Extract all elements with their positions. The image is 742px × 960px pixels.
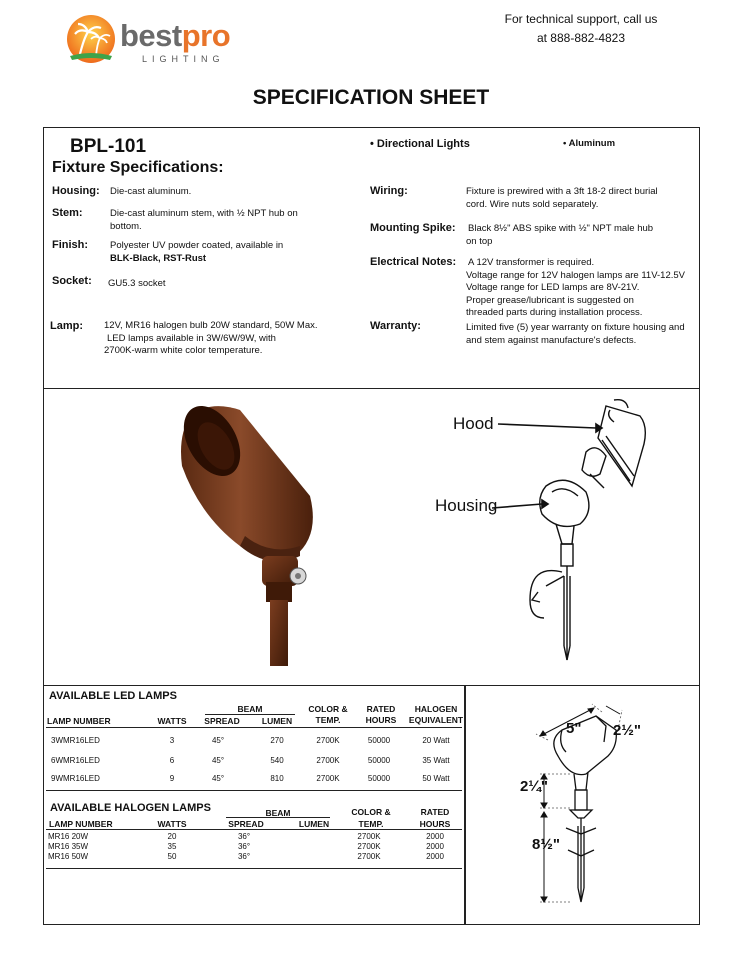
table-row: [46, 842, 464, 852]
dim-depth: 2½": [613, 722, 641, 739]
stem-value-line2: bottom.: [110, 220, 142, 232]
led-col-lamp: LAMP NUMBER: [47, 716, 111, 726]
led-color-cell: 2700K: [316, 774, 340, 783]
led-col-lumen: LUMEN: [261, 716, 293, 726]
halogen-col-rated-line1: RATED: [420, 807, 450, 817]
led-col-color-line2: TEMP.: [315, 715, 341, 725]
halogen-col-color: [344, 807, 398, 829]
halogen-hours-cell: 2000: [426, 852, 444, 861]
led-lamp-cell: 6WMR16LED: [51, 756, 100, 765]
electrical-label: Electrical Notes:: [370, 256, 457, 268]
exploded-diagram: [426, 396, 686, 672]
led-col-halogen-line2: EQUIVALENT: [408, 715, 464, 725]
stem-value-line1: Die-cast aluminum stem, with ½ NPT hub on: [110, 208, 298, 219]
halogen-header-rule: [46, 829, 462, 830]
halogen-beam-header: BEAM: [265, 808, 291, 818]
mounting-value-line2: on top: [466, 235, 493, 247]
led-hours-cell: 50000: [367, 756, 391, 765]
halogen-col-rated-line2: HOURS: [419, 819, 451, 829]
halogen-color-cell: 2700K: [357, 832, 381, 841]
led-watts-cell: 6: [169, 756, 175, 765]
brand-sub: LIGHTING: [142, 54, 225, 64]
support-line1: For technical support, call us: [504, 12, 658, 26]
lamp-label: Lamp:: [50, 320, 83, 332]
fixture-heading: Fixture Specifications:: [52, 159, 224, 176]
halogen-bottom-rule: [46, 868, 462, 869]
led-bottom-rule: [46, 790, 462, 791]
table-row: [46, 774, 464, 786]
table-row: [46, 852, 464, 862]
support-info: [481, 10, 681, 48]
wiring-label: Wiring:: [370, 185, 408, 197]
lamp-value-line1: 12V, MR16 halogen bulb 20W standard, 50W Max.: [104, 320, 318, 331]
housing-diagram-label: Housing: [435, 496, 498, 515]
warranty-value: [466, 322, 685, 347]
halogen-watts-cell: 35: [167, 842, 177, 851]
halogen-color-cell: 2700K: [357, 852, 381, 861]
halogen-col-spread: SPREAD: [228, 819, 264, 829]
halogen-col-color-line2: TEMP.: [358, 819, 384, 829]
finish-label: Finish:: [52, 239, 89, 251]
mounting-label: Mounting Spike:: [370, 222, 456, 234]
halogen-hours-cell: 2000: [426, 842, 444, 851]
halogen-lamp-cell: MR16 35W: [48, 842, 89, 851]
led-equiv-cell: 35 Watt: [422, 756, 450, 765]
dim-width: 5": [566, 720, 582, 737]
finish-value-line2: BLK-Black, RST-Rust: [110, 252, 207, 264]
led-hours-cell: 50000: [367, 774, 391, 783]
socket-value: GU5.3 socket: [108, 278, 166, 289]
mounting-value-line1: Black 8½" ABS spike with ½" NPT male hub: [468, 223, 654, 234]
halogen-spread-cell: 36°: [237, 832, 251, 841]
stem-label: Stem:: [52, 207, 83, 219]
support-phone: at 888-882-4823: [536, 31, 626, 45]
tag-directional: • Directional Lights: [370, 138, 470, 150]
led-lamp-cell: 9WMR16LED: [51, 774, 100, 783]
halogen-spread-cell: 36°: [237, 852, 251, 861]
table-row: [46, 832, 464, 842]
led-equiv-cell: 50 Watt: [422, 774, 450, 783]
brand-pro: pro: [181, 18, 231, 53]
dim-height: 2¼": [520, 778, 548, 795]
hood-label: Hood: [453, 414, 494, 433]
halogen-spread-cell: 36°: [237, 842, 251, 851]
led-watts-cell: 3: [169, 736, 175, 745]
halogen-lamp-cell: MR16 20W: [48, 832, 89, 841]
warranty-label: Warranty:: [370, 320, 421, 332]
lamp-value-line2: LED lamps available in 3W/6W/9W, with: [107, 332, 276, 344]
led-table-heading: AVAILABLE LED LAMPS: [49, 690, 177, 702]
brand-logo: [66, 14, 246, 70]
halogen-hours-cell: 2000: [426, 832, 444, 841]
led-beam-rule: [205, 714, 295, 715]
halogen-lamp-cell: MR16 50W: [48, 852, 89, 861]
led-col-spread: SPREAD: [204, 716, 240, 726]
led-col-rated-line1: RATED: [366, 704, 396, 714]
palm-sun-icon: [66, 14, 116, 66]
led-col-halogen: [406, 704, 466, 725]
page-title: SPECIFICATION SHEET: [252, 86, 490, 109]
led-spread-cell: 45°: [211, 756, 225, 765]
brand-best: best: [120, 18, 182, 53]
model-number: BPL-101: [70, 136, 147, 157]
halogen-color-cell: 2700K: [357, 842, 381, 851]
stem-value: [110, 208, 298, 233]
halogen-col-color-line1: COLOR &: [351, 807, 391, 817]
led-equiv-cell: 20 Watt: [422, 736, 450, 745]
warranty-value-line1: Limited five (5) year warranty on fixture housing and: [466, 322, 685, 333]
electrical-value-line4: Proper grease/lubricant is suggested on: [466, 294, 634, 306]
wiring-value-line2: cord. Wire nuts sold separately.: [466, 198, 599, 210]
halogen-col-watts: WATTS: [157, 819, 187, 829]
halogen-col-rated: [410, 807, 460, 829]
electrical-value: [466, 257, 685, 320]
led-lumen-cell: 810: [270, 774, 284, 783]
led-spread-cell: 45°: [211, 774, 225, 783]
halogen-watts-cell: 20: [167, 832, 177, 841]
halogen-table-heading: AVAILABLE HALOGEN LAMPS: [50, 802, 211, 814]
product-photo: [160, 396, 370, 668]
halogen-watts-cell: 50: [167, 852, 177, 861]
halogen-col-lumen: LUMEN: [298, 819, 330, 829]
mounting-value: [466, 223, 653, 248]
led-hours-cell: 50000: [367, 736, 391, 745]
led-beam-header: BEAM: [237, 704, 263, 714]
housing-label: Housing:: [52, 185, 100, 197]
finish-value-line1: Polyester UV powder coated, available in: [110, 240, 284, 251]
led-col-halogen-line1: HALOGEN: [414, 704, 458, 714]
electrical-value-line3: Voltage range for LED lamps are 8V-21V.: [466, 282, 640, 293]
led-col-rated-line2: HOURS: [365, 715, 397, 725]
table-row: [46, 756, 464, 768]
warranty-value-line2: and stem against manufacture's defects.: [466, 334, 637, 346]
led-col-color: [302, 704, 354, 725]
wiring-value-line1: Fixture is prewired with a 3ft 18-2 direct burial: [466, 186, 658, 197]
electrical-value-line5: threaded parts during installation process.: [466, 307, 643, 318]
led-header-rule: [46, 727, 462, 728]
halogen-col-lamp: LAMP NUMBER: [49, 819, 113, 829]
electrical-value-line1: A 12V transformer is required.: [468, 257, 595, 268]
led-col-rated: [356, 704, 406, 725]
dimension-drawing: [500, 700, 690, 918]
led-col-color-line1: COLOR &: [308, 704, 348, 714]
dim-spike: 8½": [532, 836, 560, 853]
finish-value: [110, 240, 283, 265]
electrical-value-line2: Voltage range for 12V halogen lamps are 11V-12.5V: [466, 269, 686, 281]
led-lumen-cell: 540: [270, 756, 284, 765]
halogen-beam-rule: [226, 817, 330, 818]
led-spread-cell: 45°: [211, 736, 225, 745]
wiring-value: [466, 186, 658, 211]
tag-aluminum: • Aluminum: [563, 138, 616, 149]
housing-value: Die-cast aluminum.: [110, 186, 192, 197]
led-col-watts: WATTS: [157, 716, 187, 726]
led-watts-cell: 9: [169, 774, 175, 783]
table-row: [46, 736, 464, 748]
led-color-cell: 2700K: [316, 756, 340, 765]
lamp-value-line3: 2700K-warm white color temperature.: [104, 345, 263, 356]
led-lumen-cell: 270: [270, 736, 284, 745]
led-color-cell: 2700K: [316, 736, 340, 745]
lamp-value: [104, 320, 318, 358]
led-lamp-cell: 3WMR16LED: [51, 736, 100, 745]
socket-label: Socket:: [52, 275, 92, 287]
